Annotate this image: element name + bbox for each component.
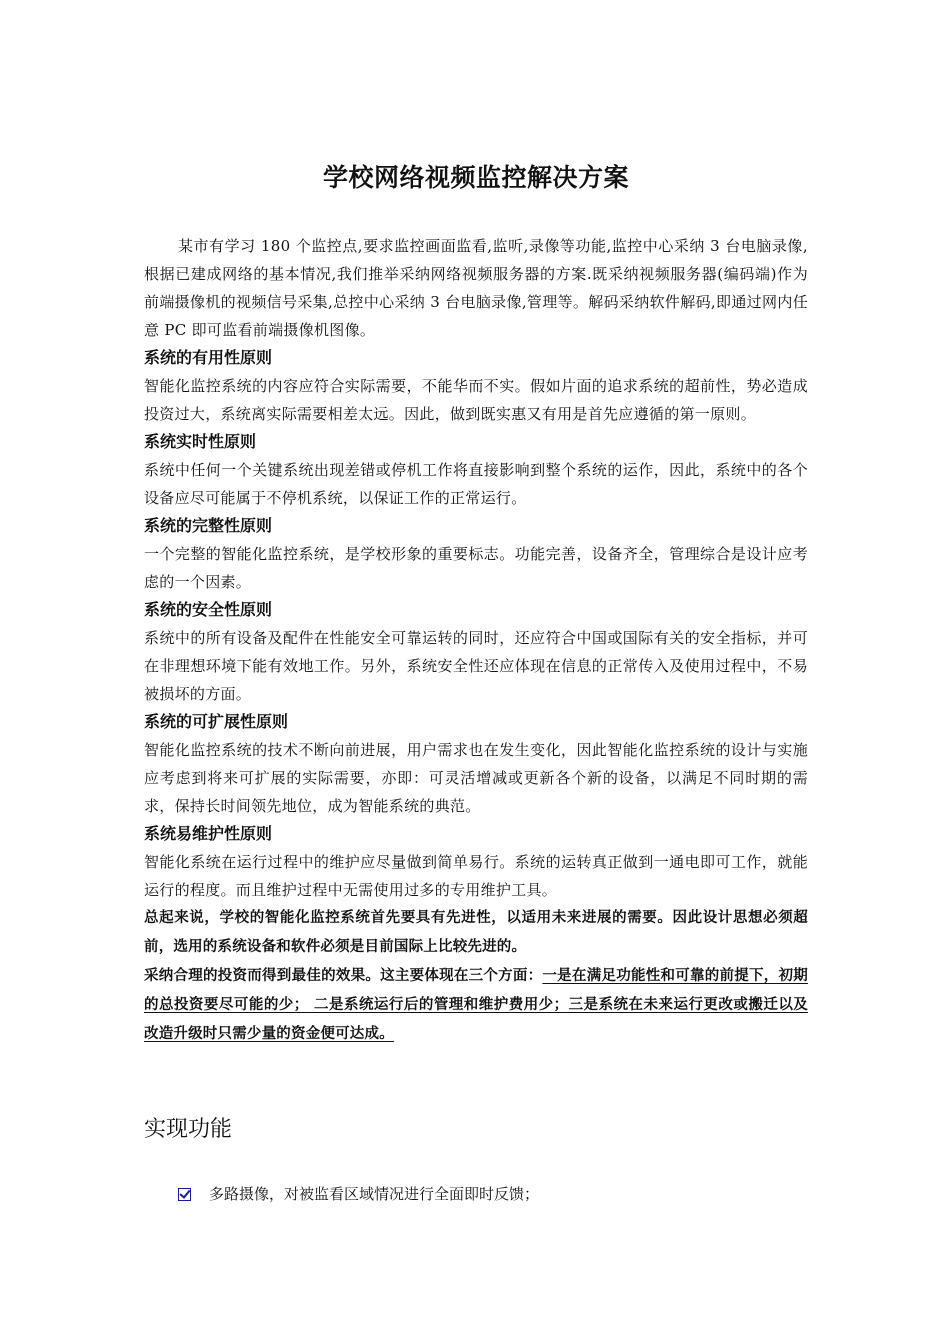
investment-underlined: 一是在满足功能性和可靠的前提下，初期的总投资要尽可能的少； 二是系统运行后的管理和维护费用少；三是系统在未来运行更改或搬迁以及改造升级时只需少量的资金便可达成。 xyxy=(144,968,808,1042)
features-heading: 实现功能 xyxy=(144,1117,233,1142)
summary-paragraph: 总起来说，学校的智能化监控系统首先要具有先进性，以适用未来进展的需要。因此设计思想必须超前，选用的系统设备和软件必须是目前国际上比较先进的。 xyxy=(144,910,808,955)
section-heading-integrity: 系统的完整性原则 xyxy=(144,516,273,535)
section-heading-realtime: 系统实时性原则 xyxy=(144,432,257,451)
feature-text: 多路摄像，对被监看区域情况进行全面即时反馈； xyxy=(209,1185,540,1203)
section-text-integrity: 一个完整的智能化监控系统，是学校形象的重要标志。功能完善，设备齐全，管理综合是设计应考虑的一个因素。 xyxy=(144,545,808,591)
section-heading-security: 系统的安全性原则 xyxy=(144,600,273,619)
investment-paragraph xyxy=(144,962,808,1049)
section-text-maintainability: 智能化系统在运行过程中的维护应尽量做到简单易行。系统的运转真正做到一通电即可工作，就能运行的程度。而且维护过程中无需使用过多的专用维护工具。 xyxy=(144,853,808,899)
document-body xyxy=(144,232,808,1049)
features-list xyxy=(178,1180,539,1208)
section-text-realtime: 系统中任何一个关键系统出现差错或停机工作将直接影响到整个系统的运作，因此，系统中的各个设备应尽可能属于不停机系统，以保证工作的正常运行。 xyxy=(144,461,808,507)
list-item xyxy=(178,1180,539,1208)
section-heading-usability: 系统的有用性原则 xyxy=(144,348,273,367)
checkbox-checked-icon xyxy=(178,1188,191,1201)
investment-lead: 采纳合理的投资而得到最佳的效果。这主要体现在三个方面： xyxy=(144,968,543,984)
section-text-usability: 智能化监控系统的内容应符合实际需要，不能华而不实。假如片面的追求系统的超前性，势必造成投资过大，系统离实际需要相差太远。因此，做到既实惠又有用是首先应遵循的第一原则。 xyxy=(144,377,808,423)
intro-paragraph: 某市有学习 180 个监控点,要求监控画面监看,监听,录像等功能,监控中心采纳 3 台电脑录像,根据已建成网络的基本情况,我们推举采纳网络视频服务器的方案.既采纳视频服务器(编码端)作为前端摄像机的视频信号采集,总控中心采纳 3 台电脑录像,管理等。解码采纳软件解码,即通过网内任意 PC 即可监看前端摄像机图像。 xyxy=(144,237,808,339)
section-heading-maintainability: 系统易维护性原则 xyxy=(144,824,273,843)
section-heading-scalability: 系统的可扩展性原则 xyxy=(144,712,289,731)
document-title: 学校网络视频监控解决方案 xyxy=(322,163,629,192)
section-text-scalability: 智能化监控系统的技术不断向前进展，用户需求也在发生变化，因此智能化监控系统的设计与实施应考虑到将来可扩展的实际需要，亦即：可灵活增减或更新各个新的设备，以满足不同时期的需求，保持长时间领先地位，成为智能系统的典范。 xyxy=(144,741,808,815)
section-text-security: 系统中的所有设备及配件在性能安全可靠运转的同时，还应符合中国或国际有关的安全指标，并可在非理想环境下能有效地工作。另外，系统安全性还应体现在信息的正常传入及使用过程中，不易被损坏的方面。 xyxy=(144,629,808,703)
